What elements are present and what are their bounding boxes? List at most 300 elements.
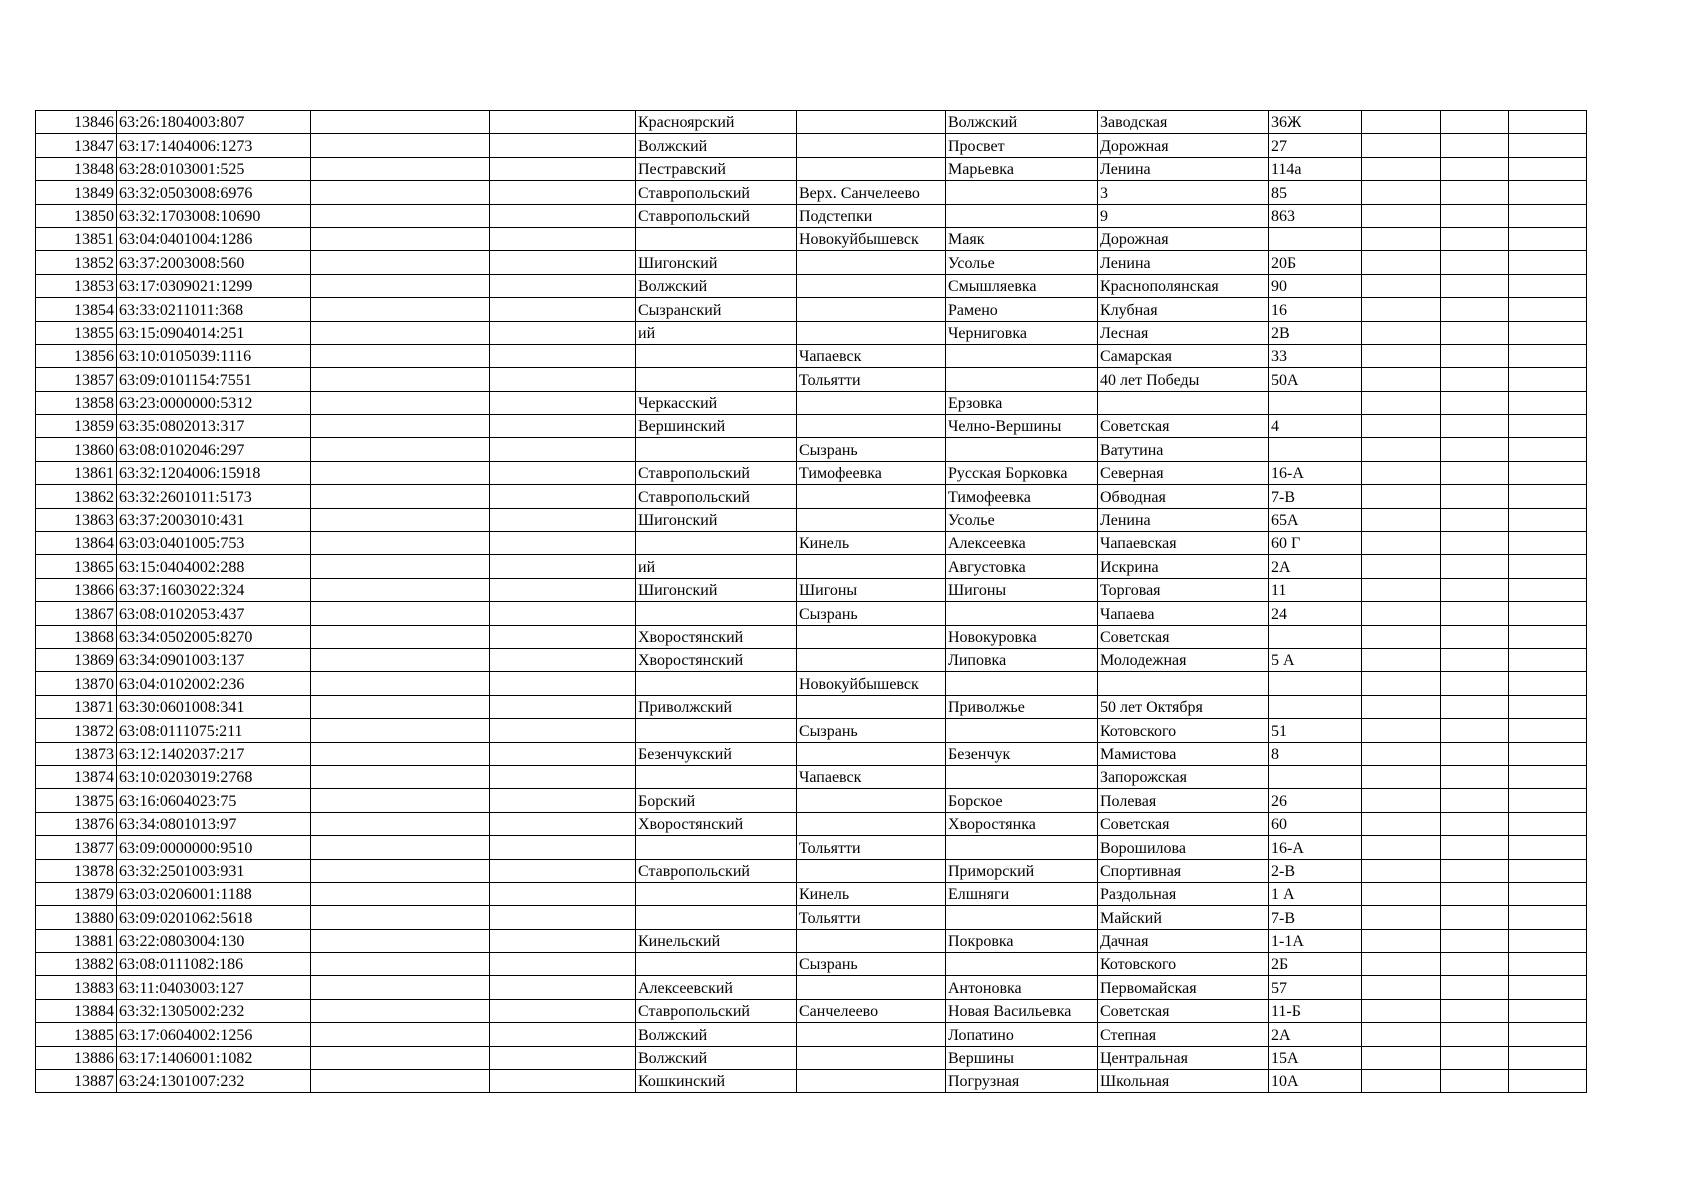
street-cell: Молодежная: [1098, 648, 1269, 671]
extra-cell-b: [1441, 765, 1509, 788]
settlement-cell: Погрузная: [946, 1070, 1098, 1093]
house-cell: 8: [1269, 742, 1362, 765]
street-cell: Дачная: [1098, 929, 1269, 952]
street-cell: 9: [1098, 204, 1269, 227]
row-number-cell: 13867: [36, 602, 117, 625]
extra-cell-b: [1441, 344, 1509, 367]
extra-cell-c: [1509, 157, 1587, 180]
row-number-cell: 13869: [36, 648, 117, 671]
extra-cell-b: [1441, 1070, 1509, 1093]
city-cell: [797, 134, 946, 157]
city-cell: [797, 485, 946, 508]
house-cell: 57: [1269, 976, 1362, 999]
district-cell: Приволжский: [636, 695, 797, 718]
settlement-cell: Марьевка: [946, 157, 1098, 180]
extra-cell-a: [1362, 508, 1441, 531]
house-cell: 85: [1269, 181, 1362, 204]
house-cell: 16: [1269, 298, 1362, 321]
cadastral-number-cell: 63:32:1703008:10690: [117, 204, 311, 227]
extra-cell-c: [1509, 812, 1587, 835]
house-cell: 90: [1269, 274, 1362, 297]
blank-cell-a: [311, 999, 490, 1022]
table-row: [36, 695, 1587, 718]
district-cell: Волжский: [636, 274, 797, 297]
extra-cell-c: [1509, 181, 1587, 204]
extra-cell-c: [1509, 134, 1587, 157]
cadastral-number-cell: 63:17:1404006:1273: [117, 134, 311, 157]
blank-cell-b: [490, 672, 636, 695]
cadastral-number-cell: 63:37:2003008:560: [117, 251, 311, 274]
row-number-cell: 13849: [36, 181, 117, 204]
table-row: [36, 532, 1587, 555]
city-cell: [797, 976, 946, 999]
cadastral-number-cell: 63:28:0103001:525: [117, 157, 311, 180]
extra-cell-a: [1362, 181, 1441, 204]
house-cell: 33: [1269, 344, 1362, 367]
blank-cell-a: [311, 438, 490, 461]
blank-cell-a: [311, 625, 490, 648]
district-cell: Хворостянский: [636, 648, 797, 671]
street-cell: Мамистова: [1098, 742, 1269, 765]
row-number-cell: 13881: [36, 929, 117, 952]
blank-cell-b: [490, 508, 636, 531]
extra-cell-b: [1441, 953, 1509, 976]
row-number-cell: 13887: [36, 1070, 117, 1093]
extra-cell-a: [1362, 859, 1441, 882]
extra-cell-b: [1441, 321, 1509, 344]
city-cell: [797, 625, 946, 648]
house-cell: [1269, 765, 1362, 788]
extra-cell-c: [1509, 555, 1587, 578]
city-cell: Сызрань: [797, 719, 946, 742]
extra-cell-c: [1509, 251, 1587, 274]
city-cell: Тольятти: [797, 836, 946, 859]
blank-cell-a: [311, 274, 490, 297]
extra-cell-c: [1509, 578, 1587, 601]
settlement-cell: [946, 181, 1098, 204]
cadastral-number-cell: 63:10:0203019:2768: [117, 765, 311, 788]
city-cell: Тольятти: [797, 906, 946, 929]
blank-cell-a: [311, 812, 490, 835]
street-cell: [1098, 391, 1269, 414]
extra-cell-a: [1362, 742, 1441, 765]
extra-cell-a: [1362, 789, 1441, 812]
extra-cell-b: [1441, 181, 1509, 204]
house-cell: 2В: [1269, 321, 1362, 344]
blank-cell-b: [490, 602, 636, 625]
extra-cell-c: [1509, 672, 1587, 695]
table-row: [36, 344, 1587, 367]
settlement-cell: Челно-Вершины: [946, 415, 1098, 438]
row-number-cell: 13873: [36, 742, 117, 765]
city-cell: [797, 274, 946, 297]
extra-cell-c: [1509, 391, 1587, 414]
extra-cell-b: [1441, 157, 1509, 180]
cadastral-table: [35, 110, 1587, 1093]
street-cell: 40 лет Победы: [1098, 368, 1269, 391]
extra-cell-c: [1509, 859, 1587, 882]
row-number-cell: 13875: [36, 789, 117, 812]
settlement-cell: [946, 204, 1098, 227]
city-cell: [797, 111, 946, 134]
street-cell: Дорожная: [1098, 227, 1269, 250]
street-cell: Чапаева: [1098, 602, 1269, 625]
extra-cell-c: [1509, 953, 1587, 976]
house-cell: [1269, 695, 1362, 718]
district-cell: [636, 765, 797, 788]
table-row: [36, 602, 1587, 625]
row-number-cell: 13876: [36, 812, 117, 835]
extra-cell-c: [1509, 882, 1587, 905]
city-cell: Тольятти: [797, 368, 946, 391]
district-cell: Волжский: [636, 134, 797, 157]
street-cell: Котовского: [1098, 953, 1269, 976]
extra-cell-b: [1441, 111, 1509, 134]
cadastral-number-cell: 63:08:0111075:211: [117, 719, 311, 742]
settlement-cell: Усолье: [946, 251, 1098, 274]
blank-cell-a: [311, 1023, 490, 1046]
extra-cell-c: [1509, 485, 1587, 508]
street-cell: Дорожная: [1098, 134, 1269, 157]
city-cell: Новокуйбышевск: [797, 227, 946, 250]
settlement-cell: Приморский: [946, 859, 1098, 882]
extra-cell-b: [1441, 648, 1509, 671]
row-number-cell: 13860: [36, 438, 117, 461]
street-cell: Спортивная: [1098, 859, 1269, 882]
table-row: [36, 765, 1587, 788]
extra-cell-c: [1509, 321, 1587, 344]
house-cell: 1 А: [1269, 882, 1362, 905]
blank-cell-b: [490, 882, 636, 905]
blank-cell-a: [311, 532, 490, 555]
extra-cell-a: [1362, 298, 1441, 321]
extra-cell-a: [1362, 461, 1441, 484]
street-cell: Советская: [1098, 415, 1269, 438]
extra-cell-b: [1441, 438, 1509, 461]
cadastral-number-cell: 63:30:0601008:341: [117, 695, 311, 718]
house-cell: 60: [1269, 812, 1362, 835]
settlement-cell: Волжский: [946, 111, 1098, 134]
extra-cell-c: [1509, 836, 1587, 859]
extra-cell-a: [1362, 368, 1441, 391]
city-cell: [797, 321, 946, 344]
city-cell: [797, 251, 946, 274]
blank-cell-b: [490, 812, 636, 835]
table-row: [36, 836, 1587, 859]
district-cell: [636, 438, 797, 461]
cadastral-number-cell: 63:37:1603022:324: [117, 578, 311, 601]
settlement-cell: Ерзовка: [946, 391, 1098, 414]
extra-cell-b: [1441, 134, 1509, 157]
settlement-cell: Черниговка: [946, 321, 1098, 344]
house-cell: 2-В: [1269, 859, 1362, 882]
district-cell: Ставропольский: [636, 859, 797, 882]
cadastral-number-cell: 63:22:0803004:130: [117, 929, 311, 952]
extra-cell-c: [1509, 695, 1587, 718]
city-cell: [797, 742, 946, 765]
city-cell: [797, 1023, 946, 1046]
cadastral-number-cell: 63:15:0904014:251: [117, 321, 311, 344]
blank-cell-a: [311, 578, 490, 601]
table-row: [36, 742, 1587, 765]
extra-cell-c: [1509, 274, 1587, 297]
cadastral-number-cell: 63:08:0102046:297: [117, 438, 311, 461]
row-number-cell: 13861: [36, 461, 117, 484]
street-cell: Советская: [1098, 812, 1269, 835]
blank-cell-a: [311, 344, 490, 367]
blank-cell-b: [490, 953, 636, 976]
extra-cell-a: [1362, 929, 1441, 952]
extra-cell-a: [1362, 251, 1441, 274]
table-row: [36, 648, 1587, 671]
blank-cell-b: [490, 1070, 636, 1093]
house-cell: [1269, 391, 1362, 414]
extra-cell-b: [1441, 298, 1509, 321]
table-row: [36, 859, 1587, 882]
row-number-cell: 13859: [36, 415, 117, 438]
house-cell: 1-1А: [1269, 929, 1362, 952]
cadastral-number-cell: 63:04:0401004:1286: [117, 227, 311, 250]
district-cell: Волжский: [636, 1046, 797, 1069]
table-row: [36, 204, 1587, 227]
extra-cell-c: [1509, 625, 1587, 648]
extra-cell-a: [1362, 953, 1441, 976]
district-cell: Ставропольский: [636, 485, 797, 508]
cadastral-number-cell: 63:33:0211011:368: [117, 298, 311, 321]
settlement-cell: [946, 765, 1098, 788]
district-cell: [636, 602, 797, 625]
street-cell: Котовского: [1098, 719, 1269, 742]
extra-cell-a: [1362, 157, 1441, 180]
row-number-cell: 13872: [36, 719, 117, 742]
extra-cell-c: [1509, 999, 1587, 1022]
house-cell: 50А: [1269, 368, 1362, 391]
house-cell: [1269, 672, 1362, 695]
row-number-cell: 13856: [36, 344, 117, 367]
house-cell: 4: [1269, 415, 1362, 438]
district-cell: Вершинский: [636, 415, 797, 438]
house-cell: 16-А: [1269, 836, 1362, 859]
street-cell: Краснополянская: [1098, 274, 1269, 297]
city-cell: [797, 812, 946, 835]
district-cell: Кинельский: [636, 929, 797, 952]
district-cell: Ставропольский: [636, 181, 797, 204]
row-number-cell: 13885: [36, 1023, 117, 1046]
blank-cell-b: [490, 836, 636, 859]
blank-cell-a: [311, 672, 490, 695]
district-cell: Красноярский: [636, 111, 797, 134]
house-cell: 7-В: [1269, 906, 1362, 929]
extra-cell-b: [1441, 695, 1509, 718]
blank-cell-b: [490, 789, 636, 812]
table-row: [36, 181, 1587, 204]
blank-cell-b: [490, 251, 636, 274]
city-cell: Новокуйбышевск: [797, 672, 946, 695]
extra-cell-a: [1362, 602, 1441, 625]
street-cell: Степная: [1098, 1023, 1269, 1046]
district-cell: Шигонский: [636, 251, 797, 274]
settlement-cell: Алексеевка: [946, 532, 1098, 555]
table-row: [36, 251, 1587, 274]
extra-cell-b: [1441, 812, 1509, 835]
cadastral-number-cell: 63:26:1804003:807: [117, 111, 311, 134]
cadastral-number-cell: 63:32:2501003:931: [117, 859, 311, 882]
extra-cell-a: [1362, 648, 1441, 671]
extra-cell-a: [1362, 438, 1441, 461]
street-cell: Лесная: [1098, 321, 1269, 344]
cadastral-number-cell: 63:34:0801013:97: [117, 812, 311, 835]
house-cell: 20Б: [1269, 251, 1362, 274]
district-cell: Шигонский: [636, 578, 797, 601]
blank-cell-b: [490, 859, 636, 882]
district-cell: [636, 719, 797, 742]
blank-cell-b: [490, 344, 636, 367]
extra-cell-b: [1441, 368, 1509, 391]
settlement-cell: Лопатино: [946, 1023, 1098, 1046]
extra-cell-b: [1441, 625, 1509, 648]
street-cell: Раздольная: [1098, 882, 1269, 905]
settlement-cell: Липовка: [946, 648, 1098, 671]
blank-cell-a: [311, 485, 490, 508]
street-cell: Первомайская: [1098, 976, 1269, 999]
extra-cell-a: [1362, 625, 1441, 648]
street-cell: Школьная: [1098, 1070, 1269, 1093]
street-cell: Клубная: [1098, 298, 1269, 321]
cadastral-number-cell: 63:17:0309021:1299: [117, 274, 311, 297]
district-cell: Шигонский: [636, 508, 797, 531]
settlement-cell: [946, 836, 1098, 859]
settlement-cell: Борское: [946, 789, 1098, 812]
street-cell: Искрина: [1098, 555, 1269, 578]
extra-cell-c: [1509, 1046, 1587, 1069]
settlement-cell: Безенчук: [946, 742, 1098, 765]
extra-cell-b: [1441, 859, 1509, 882]
cadastral-number-cell: 63:37:2003010:431: [117, 508, 311, 531]
blank-cell-a: [311, 391, 490, 414]
blank-cell-a: [311, 836, 490, 859]
city-cell: [797, 1070, 946, 1093]
table-row: [36, 508, 1587, 531]
row-number-cell: 13852: [36, 251, 117, 274]
extra-cell-c: [1509, 929, 1587, 952]
district-cell: Хворостянский: [636, 812, 797, 835]
cadastral-number-cell: 63:34:0901003:137: [117, 648, 311, 671]
row-number-cell: 13847: [36, 134, 117, 157]
street-cell: Запорожская: [1098, 765, 1269, 788]
row-number-cell: 13848: [36, 157, 117, 180]
city-cell: Сызрань: [797, 602, 946, 625]
extra-cell-c: [1509, 976, 1587, 999]
table-row: [36, 134, 1587, 157]
district-cell: [636, 836, 797, 859]
district-cell: [636, 344, 797, 367]
street-cell: Обводная: [1098, 485, 1269, 508]
settlement-cell: [946, 953, 1098, 976]
blank-cell-a: [311, 906, 490, 929]
district-cell: ий: [636, 321, 797, 344]
table-row: [36, 812, 1587, 835]
extra-cell-b: [1441, 532, 1509, 555]
street-cell: Центральная: [1098, 1046, 1269, 1069]
row-number-cell: 13851: [36, 227, 117, 250]
city-cell: [797, 555, 946, 578]
row-number-cell: 13880: [36, 906, 117, 929]
blank-cell-b: [490, 695, 636, 718]
settlement-cell: Новая Васильевка: [946, 999, 1098, 1022]
blank-cell-b: [490, 157, 636, 180]
street-cell: Торговая: [1098, 578, 1269, 601]
table-row: [36, 1070, 1587, 1093]
table-row: [36, 227, 1587, 250]
blank-cell-b: [490, 368, 636, 391]
settlement-cell: Августовка: [946, 555, 1098, 578]
row-number-cell: 13858: [36, 391, 117, 414]
blank-cell-a: [311, 602, 490, 625]
settlement-cell: Просвет: [946, 134, 1098, 157]
city-cell: Кинель: [797, 882, 946, 905]
table-row: [36, 578, 1587, 601]
house-cell: 16-А: [1269, 461, 1362, 484]
street-cell: Ворошилова: [1098, 836, 1269, 859]
cadastral-number-cell: 63:08:0102053:437: [117, 602, 311, 625]
extra-cell-a: [1362, 672, 1441, 695]
street-cell: Ленина: [1098, 157, 1269, 180]
table-row: [36, 111, 1587, 134]
blank-cell-b: [490, 461, 636, 484]
blank-cell-a: [311, 1070, 490, 1093]
row-number-cell: 13857: [36, 368, 117, 391]
row-number-cell: 13854: [36, 298, 117, 321]
blank-cell-b: [490, 204, 636, 227]
extra-cell-a: [1362, 321, 1441, 344]
blank-cell-a: [311, 789, 490, 812]
district-cell: Алексеевский: [636, 976, 797, 999]
cadastral-number-cell: 63:16:0604023:75: [117, 789, 311, 812]
extra-cell-b: [1441, 415, 1509, 438]
blank-cell-a: [311, 929, 490, 952]
settlement-cell: [946, 602, 1098, 625]
extra-cell-b: [1441, 836, 1509, 859]
blank-cell-b: [490, 929, 636, 952]
cadastral-number-cell: 63:32:0503008:6976: [117, 181, 311, 204]
street-cell: Чапаевская: [1098, 532, 1269, 555]
row-number-cell: 13846: [36, 111, 117, 134]
extra-cell-c: [1509, 602, 1587, 625]
extra-cell-a: [1362, 906, 1441, 929]
extra-cell-a: [1362, 485, 1441, 508]
blank-cell-a: [311, 461, 490, 484]
cadastral-number-cell: 63:09:0201062:5618: [117, 906, 311, 929]
blank-cell-b: [490, 321, 636, 344]
table-row: [36, 882, 1587, 905]
extra-cell-a: [1362, 812, 1441, 835]
house-cell: [1269, 227, 1362, 250]
city-cell: [797, 157, 946, 180]
extra-cell-c: [1509, 1070, 1587, 1093]
settlement-cell: Хворостянка: [946, 812, 1098, 835]
blank-cell-b: [490, 485, 636, 508]
extra-cell-a: [1362, 555, 1441, 578]
extra-cell-a: [1362, 578, 1441, 601]
extra-cell-b: [1441, 227, 1509, 250]
street-cell: 3: [1098, 181, 1269, 204]
district-cell: [636, 882, 797, 905]
extra-cell-a: [1362, 1070, 1441, 1093]
extra-cell-a: [1362, 976, 1441, 999]
table-row: [36, 719, 1587, 742]
district-cell: Ставропольский: [636, 461, 797, 484]
settlement-cell: [946, 438, 1098, 461]
